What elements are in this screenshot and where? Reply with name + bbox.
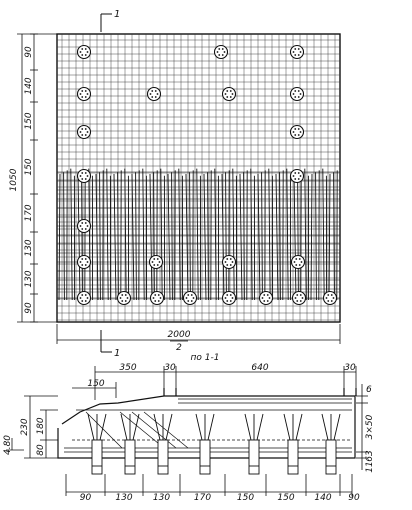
- anchor-bolt-4: [78, 88, 91, 101]
- anchor-bolt-23: [293, 292, 306, 305]
- anchor-bolt-2: [215, 46, 228, 59]
- plan-left-dim-3: 150: [24, 158, 34, 176]
- plan-left-dim-5: 130: [24, 239, 34, 257]
- anchor-bolt-6: [223, 88, 236, 101]
- section-dim-3x50: 3×50: [365, 414, 375, 440]
- section-dim-63: 63: [365, 450, 375, 462]
- plan-left-dim-7: 90: [24, 302, 34, 314]
- section-view: [3, 353, 375, 503]
- section-dim-30-right: 30: [344, 363, 356, 373]
- cut-marker-bottom: 1: [114, 348, 121, 359]
- anchor-bolt-13: [78, 256, 91, 269]
- section-dim-6: 6: [366, 385, 372, 395]
- anchor-bolt-19: [151, 292, 164, 305]
- cut-marker-top: 1: [114, 9, 121, 20]
- section-bottom-dim-1: 130: [115, 493, 133, 503]
- anchor-bolt-10: [78, 170, 91, 183]
- section-bottom-dim-4: 150: [236, 493, 255, 503]
- level-mark: 4.80: [3, 434, 13, 456]
- section-anchor-bolts: [88, 414, 340, 474]
- anchor-bolt-24: [324, 292, 337, 305]
- anchor-bolt-22: [260, 292, 273, 305]
- section-bottom-dim-2: 130: [152, 493, 171, 503]
- section-dim-30-left: 30: [164, 363, 176, 373]
- section-bottom-dim-0: 90: [79, 493, 92, 503]
- anchor-bolt-20: [184, 292, 197, 305]
- section-dim-180: 180: [36, 417, 46, 435]
- plan-width-sub-label: 2: [176, 343, 182, 353]
- anchor-bolt-15: [223, 256, 236, 269]
- section-bottom-dim-6: 140: [314, 493, 332, 503]
- section-bottom-dim-5: 150: [277, 493, 295, 503]
- section-bottom-dimension-labels: [80, 493, 360, 503]
- section-anchor-2: [121, 414, 139, 474]
- section-bottom-dim-7: 90: [348, 493, 360, 503]
- plan-left-dim-2: 150: [24, 112, 34, 130]
- plan-width-label: 2000: [167, 330, 191, 340]
- anchor-bolt-5: [148, 88, 161, 101]
- section-anchor-3: [154, 414, 172, 474]
- section-dim-150: 150: [87, 379, 105, 389]
- anchor-bolt-1: [78, 46, 91, 59]
- anchor-bolt-17: [78, 292, 91, 305]
- anchor-bolt-11: [291, 170, 304, 183]
- section-title: по 1-1: [190, 353, 220, 363]
- plan-left-dim-6: 130: [24, 270, 34, 288]
- anchor-bolt-7: [291, 88, 304, 101]
- anchor-bolt-8: [78, 126, 91, 139]
- anchor-bolt-14: [150, 256, 163, 269]
- plan-width-dimension-line: [57, 324, 340, 344]
- plan-dense-reinforcement-zone: [57, 169, 340, 300]
- section-dim-350: 350: [119, 363, 137, 373]
- section-top-dimension-lines: [72, 366, 356, 400]
- overall-height-label: 1050: [9, 168, 19, 192]
- anchor-bolt-9: [291, 126, 304, 139]
- anchor-bolt-18: [118, 292, 131, 305]
- section-dim-230: 230: [20, 418, 30, 436]
- section-bottom-dim-3: 170: [193, 493, 212, 503]
- anchor-bolt-16: [292, 256, 305, 269]
- plan-left-dim-0: 90: [24, 46, 34, 58]
- section-anchor-4: [196, 414, 214, 474]
- plan-left-dimension-labels: [24, 46, 34, 314]
- section-anchor-1: [88, 414, 106, 474]
- plan-left-dimension-lines: [17, 34, 57, 322]
- anchor-bolt-3: [291, 46, 304, 59]
- section-anchor-7: [322, 414, 340, 474]
- anchor-bolt-21: [223, 292, 236, 305]
- section-anchor-6: [284, 414, 302, 474]
- anchor-bolt-12: [78, 220, 91, 233]
- section-dim-11: 11: [365, 461, 375, 473]
- section-left-dimension-lines: [6, 396, 58, 458]
- plan-view: [9, 9, 340, 359]
- plan-left-dim-4: 170: [24, 204, 34, 222]
- section-anchor-5: [245, 414, 263, 474]
- section-dim-640: 640: [251, 363, 269, 373]
- section-dim-80: 80: [36, 444, 46, 456]
- plan-anchor-bolts: [78, 46, 337, 305]
- plan-left-dim-1: 140: [24, 77, 34, 95]
